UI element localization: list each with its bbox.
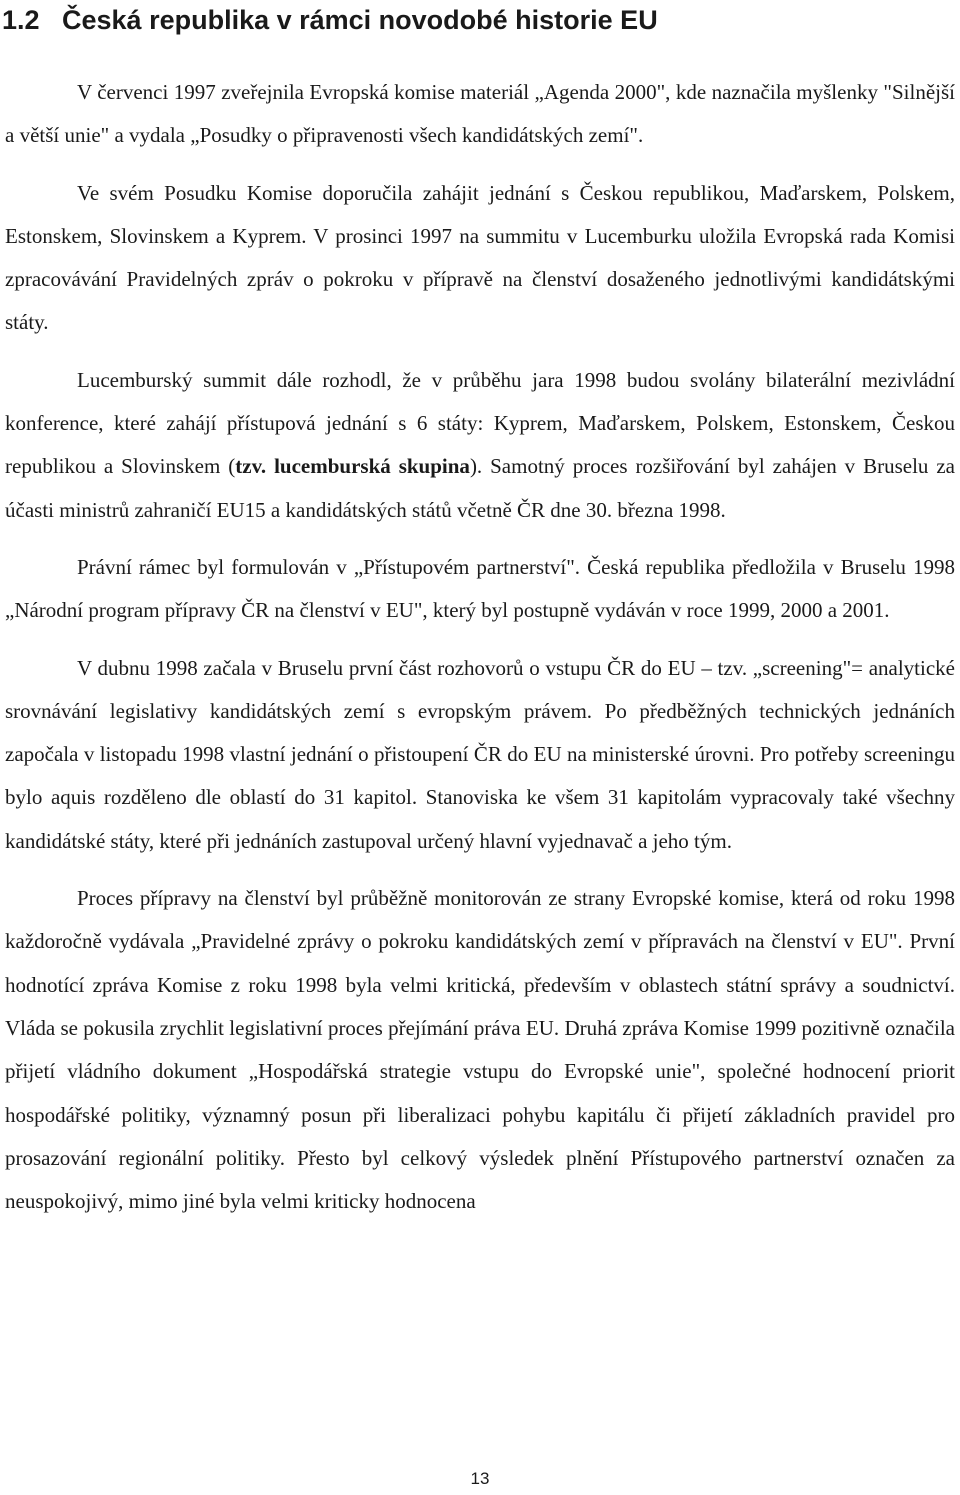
paragraph-agenda-2000: V červenci 1997 zveřejnila Evropská komise materiál „Agenda 2000", kde naznačila myšlenky "Silnější a větší unie" a vydala „Posudky o připravenosti všech kandidátských zemí". (5, 80, 955, 148)
section-heading (2, 2, 658, 38)
paragraph-text-part: Lucemburský summit dále rozhodl, že v průběhu jara 1998 budou svolány bilaterální mezivládní konference, které zahájí přístupová jednání s 6 státy: Kyprem, Maďarskem, Polskem, Estonskem, Českou republikou a Slovinskem ( (5, 367, 955, 479)
bold-term-lucemburska-skupina: tzv. lucemburská skupina (235, 454, 470, 479)
paragraph-screening: V dubnu 1998 začala v Bruselu první část rozhovorů o vstupu ČR do EU – tzv. „screening"= analytické srovnávání legislativy kandidátských zemí s evropským právem. Po předběžných technických jednáních započala v listopadu 1998 vlastní jednání o přistoupení ČR do EU na ministerské úrovni. Pro potřeby screeningu bylo aquis rozděleno dle oblastí do 31 kapitol. Stanoviska ke všem 31 kapitolám vypracovaly také všechny kandidátské státy, které při jednáních zastupoval určený hlavní vyjednavač a jeho tým. (5, 655, 955, 853)
paragraph-text-part: ). Samotný proces rozšiřování byl zahájen v Bruselu za účasti ministrů zahraničí EU15 a kandidátských států včetně ČR dne 30. března 1998. (5, 454, 955, 522)
section-title: Česká republika v rámci novodobé historie EU (62, 5, 658, 35)
body-text (5, 71, 955, 1223)
paragraph-pravni-ramec: Právní rámec byl formulován v „Přístupovém partnerství". Česká republika předložila v Bruselu 1998 „Národní program přípravy ČR na členství v EU", který byl postupně vydáván v roce 1999, 2000 a 2001. (5, 554, 955, 623)
paragraph-lucembursky-summit (5, 359, 955, 532)
paragraph-proces-pripravy: Proces přípravy na členství byl průběžně monitorován ze strany Evropské komise, která od roku 1998 každoročně vydávala „Pravidelné zprávy o pokroku kandidátských zemí v přípravách na členství v EU". První hodnotící zpráva Komise z roku 1998 byla velmi kritická, především v oblastech státní správy a soudnictví. Vláda se pokusila zrychlit legislativní proces přejímání práva EU. Druhá zpráva Komise 1999 pozitivně označila přijetí vládního dokument „Hospodářská strategie vstupu do Evropské unie", společné hodnocení priorit hospodářské politiky, významný posun při liberalizaci pohybu kapitálu či přijetí základních pravidel pro prosazování regionální politiky. Přesto byl celkový výsledek plnění Přístupového partnerství označen za neuspokojivý, mimo jiné byla velmi kriticky hodnocena (5, 886, 955, 1214)
page-number: 13 (470, 1469, 490, 1488)
paragraph-posudek-komise: Ve svém Posudku Komise doporučila zahájit jednání s Českou republikou, Maďarskem, Polskem, Estonskem, Slovinskem a Kyprem. V prosinci 1997 na summitu v Lucemburku uložila Evropská rada Komisi zpracovávání Pravidelných zpráv o pokroku v přípravě na členství dosaženého jednotlivými kandidátskými státy. (5, 180, 955, 335)
section-number: 1.2 (2, 5, 40, 35)
